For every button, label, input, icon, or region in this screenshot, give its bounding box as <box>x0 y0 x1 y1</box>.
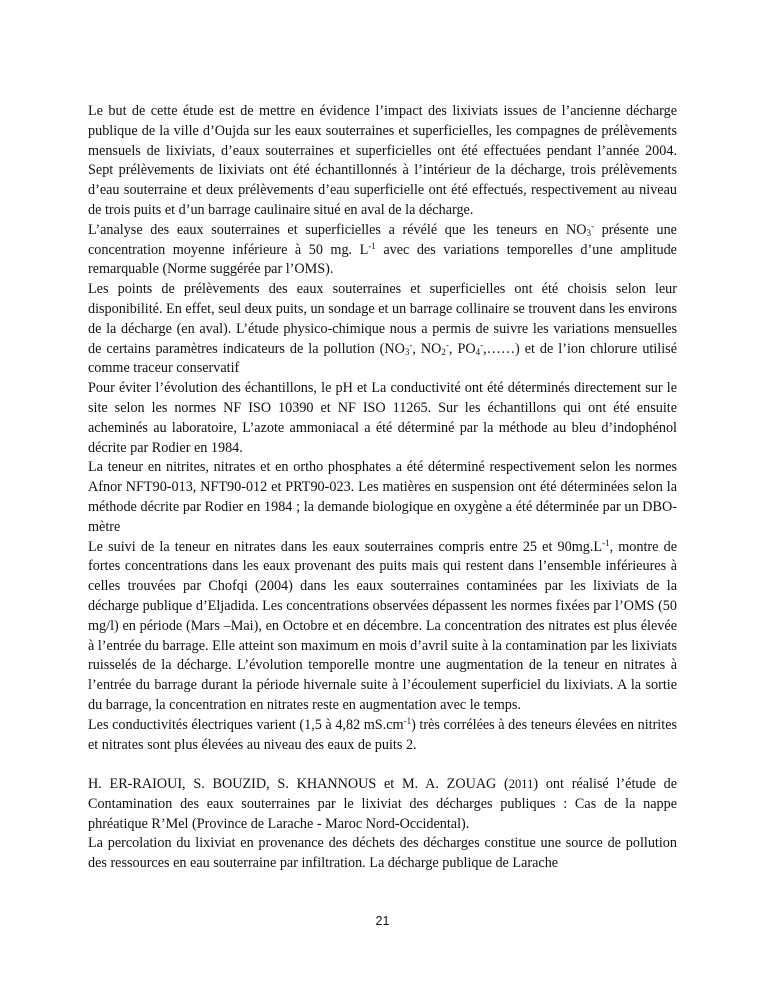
paragraph-ph-conductivity: Pour éviter l’évolution des échantillons, le pH et La conductivité ont été déterminés directement sur le site selon les normes NF ISO 10390 et NF ISO 11265. Sur les échantillons qui ont été ensuite acheminés au laboratoire, L’azote ammoniacal a été déterminé par la méthode au bleu d’indophénol décrite par Rodier en 1984. <box>88 380 677 456</box>
paragraph-larache-study <box>88 775 677 834</box>
text-run: H. ER-RAIOUI, S. BOUZID, S. KHANNOUS et M. A. ZOUAG ( <box>88 776 509 793</box>
paragraph-oujda-study: Le but de cette étude est de mettre en évidence l’impact des lixiviats issues de l’ancienne décharge publique de la ville d’Oujda sur les eaux souterraines et superficielles, les compagnes de prélèvements mensuels de lixiviats, d’eaux souterraines et superficielles ont été effectuées pendant l’année 2004. Sept prélèvements de lixiviats ont été échantillonnés à l’intérieur de la décharge, trois prélèvements d’eau souterraine et deux prélèvements d’eau superficielle ont été effectués, respectivement au niveau de trois puits et d’un barrage caulinaire situé en aval de la décharge. <box>88 103 677 218</box>
text-run: Les points de prélèvements des eaux souterraines et superficielles ont été choisis selon leur disponibilité. En effet, seul deux puits, un sondage et un barrage collinaire se trouvent dans les environs de la décharge (en aval). L’étude physico-chimique nous a permis de suivre les variations mensuelles de certains paramètres indicateurs de la pollution (NO <box>88 281 677 357</box>
text-run: Les conductivités électriques varient (1,5 à 4,82 mS.cm <box>88 716 404 733</box>
document-body <box>88 102 677 874</box>
subscript: 3 <box>586 227 591 238</box>
subscript: 4 <box>475 346 481 357</box>
subscript: 2 <box>441 346 446 357</box>
superscript: -1 <box>602 537 610 548</box>
superscript: - <box>445 339 449 350</box>
superscript: - <box>590 220 594 231</box>
text-run: ) ont réalisé l’étude de Contamination des eaux souterraines par le lixiviat des décharges publiques : Cas de la nappe phréatique R’Mel (Province de Larache - Maroc Nord-Occidental). <box>88 776 678 832</box>
text-run: ,……) et de l’ion chlorure utilisé comme traceur conservatif <box>88 340 677 377</box>
paragraph-nitrate-monitoring <box>88 538 677 716</box>
paragraph-leachate-percolation: La percolation du lixiviat en provenance des déchets des décharges constitue une source de pollution des ressources en eau souterraine par infiltration. La décharge publique de Larache <box>88 835 677 872</box>
subscript: 3 <box>404 346 410 357</box>
paragraph-conductivity <box>88 716 677 756</box>
text-run: Le suivi de la teneur en nitrates dans les eaux souterraines compris entre 25 et 90mg.L <box>88 538 603 555</box>
text-run: présente une concentration moyenne inférieure à 50 mg. L <box>88 221 677 258</box>
paragraph-sampling-points <box>88 280 677 379</box>
text-run: , PO <box>448 340 476 357</box>
superscript: - <box>409 339 413 350</box>
text-run: ) très corrélées à des teneurs élevées en nitrites et nitrates sont plus élevées au niveau des eaux de puits 2. <box>88 716 678 753</box>
superscript: -1 <box>403 715 412 726</box>
text-run: , NO <box>412 340 442 357</box>
text-run: L’analyse des eaux souterraines et superficielles a révélé que les teneurs en NO <box>88 221 587 238</box>
year: 2011 <box>508 777 534 792</box>
superscript: -1 <box>368 240 376 251</box>
text-run: , montre de fortes concentrations dans les eaux provenant des puits mais qui restent dans l’ensemble inférieures à celles trouvées par Chofqi (2004) dans les eaux souterraines contaminées par les lixiviats de la décharge publique d’Eljadida. Les concentrations observées dépassent les normes fixées par l’OMS (50 mg/l) en période (Mars –Mai), en Octobre et en décembre. La concentration des nitrates est plus élevée à l’entrée du barrage. Elle atteint son maximum en mois d’avril suite à la contamination par les lixiviats ruisselés de la décharge. L’évolution temporelle montre une augmentation de la teneur en nitrates à l’entrée du barrage durant la période hivernale suite à l’écoulement superficiel du lixiviats. A la sortie du barrage, la concentration en nitrates reste en augmentation avec le temps. <box>88 538 677 713</box>
text-run: avec des variations temporelles d’une amplitude remarquable (Norme suggérée par l’OMS). <box>88 241 677 278</box>
page-number: 21 <box>375 914 390 928</box>
superscript: - <box>480 339 484 350</box>
paragraph-nitrites-methods: La teneur en nitrites, nitrates et en ortho phosphates a été déterminé respectivement selon les normes Afnor NFT90-013, NFT90-012 et PRT90-023. Les matières en suspension ont été déterminées selon la méthode décrite par Rodier en 1984 ; la demande biologique en oxygène a été déterminée par un DBO-mètre <box>88 459 677 535</box>
paragraph-analysis-no3 <box>88 221 677 280</box>
